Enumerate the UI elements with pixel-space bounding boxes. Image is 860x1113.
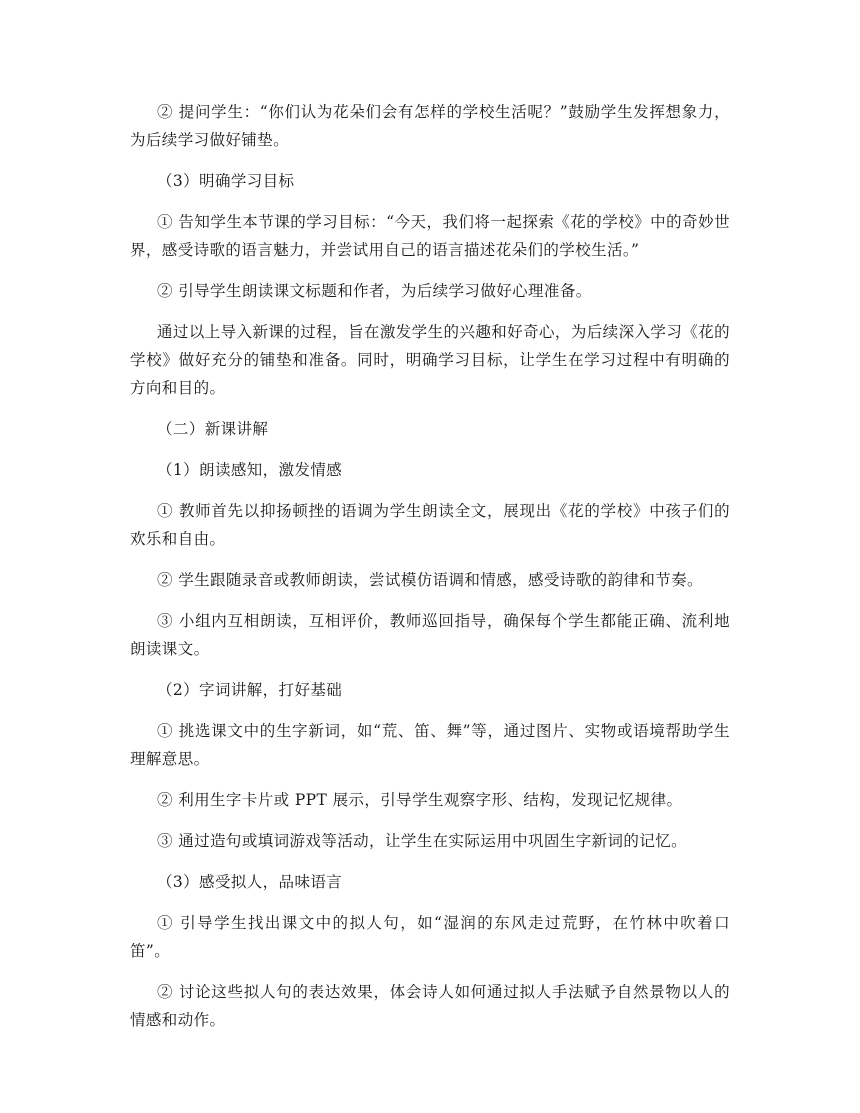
section-heading: （二）新课讲解 [157, 420, 269, 438]
paragraph: ① 教师首先以抑扬顿挫的语调为学生朗读全文，展现出《花的学校》中孩子们的欢乐和自由。 [130, 502, 730, 548]
paragraph: ① 告知学生本节课的学习目标：“今天，我们将一起探索《花的学校》中的奇妙世界，感受诗歌的语言魅力，并尝试用自己的语言描述花朵们的学校生活。” [130, 213, 730, 259]
section-heading: （1）朗读感知，激发情感 [157, 461, 343, 479]
paragraph: ② 学生跟随录音或教师朗读，尝试模仿语调和情感，感受诗歌的韵律和节奏。 [157, 571, 703, 589]
section-heading: （3）感受拟人，品味语言 [157, 873, 343, 891]
paragraph: ② 提问学生：“你们认为花朵们会有怎样的学校生活呢？”鼓励学生发挥想象力，为后续学习做好铺垫。 [130, 103, 730, 149]
paragraph: ② 引导学生朗读课文标题和作者，为后续学习做好心理准备。 [157, 282, 592, 300]
paragraph: ② 利用生字卡片或 PPT 展示，引导学生观察字形、结构，发现记忆规律。 [157, 791, 683, 809]
document-body [130, 98, 730, 1047]
paragraph: 通过以上导入新课的过程，旨在激发学生的兴趣和好奇心，为后续深入学习《花的学校》做好充分的铺垫和准备。同时，明确学习目标，让学生在学习过程中有明确的方向和目的。 [130, 323, 730, 397]
section-heading: （3）明确学习目标 [157, 172, 295, 190]
paragraph: ① 引导学生找出课文中的拟人句，如“湿润的东风走过荒野，在竹林中吹着口笛”。 [130, 914, 730, 960]
section-heading: （2）字词讲解，打好基础 [157, 681, 343, 699]
paragraph: ① 挑选课文中的生字新词，如“荒、笛、舞”等，通过图片、实物或语境帮助学生理解意思。 [130, 722, 730, 768]
paragraph: ② 讨论这些拟人句的表达效果，体会诗人如何通过拟人手法赋予自然景物以人的情感和动作。 [130, 983, 730, 1029]
paragraph: ③ 小组内互相朗读，互相评价，教师巡回指导，确保每个学生都能正确、流利地朗读课文。 [130, 612, 730, 658]
paragraph: ③ 通过造句或填词游戏等活动，让学生在实际运用中巩固生字新词的记忆。 [157, 832, 688, 850]
